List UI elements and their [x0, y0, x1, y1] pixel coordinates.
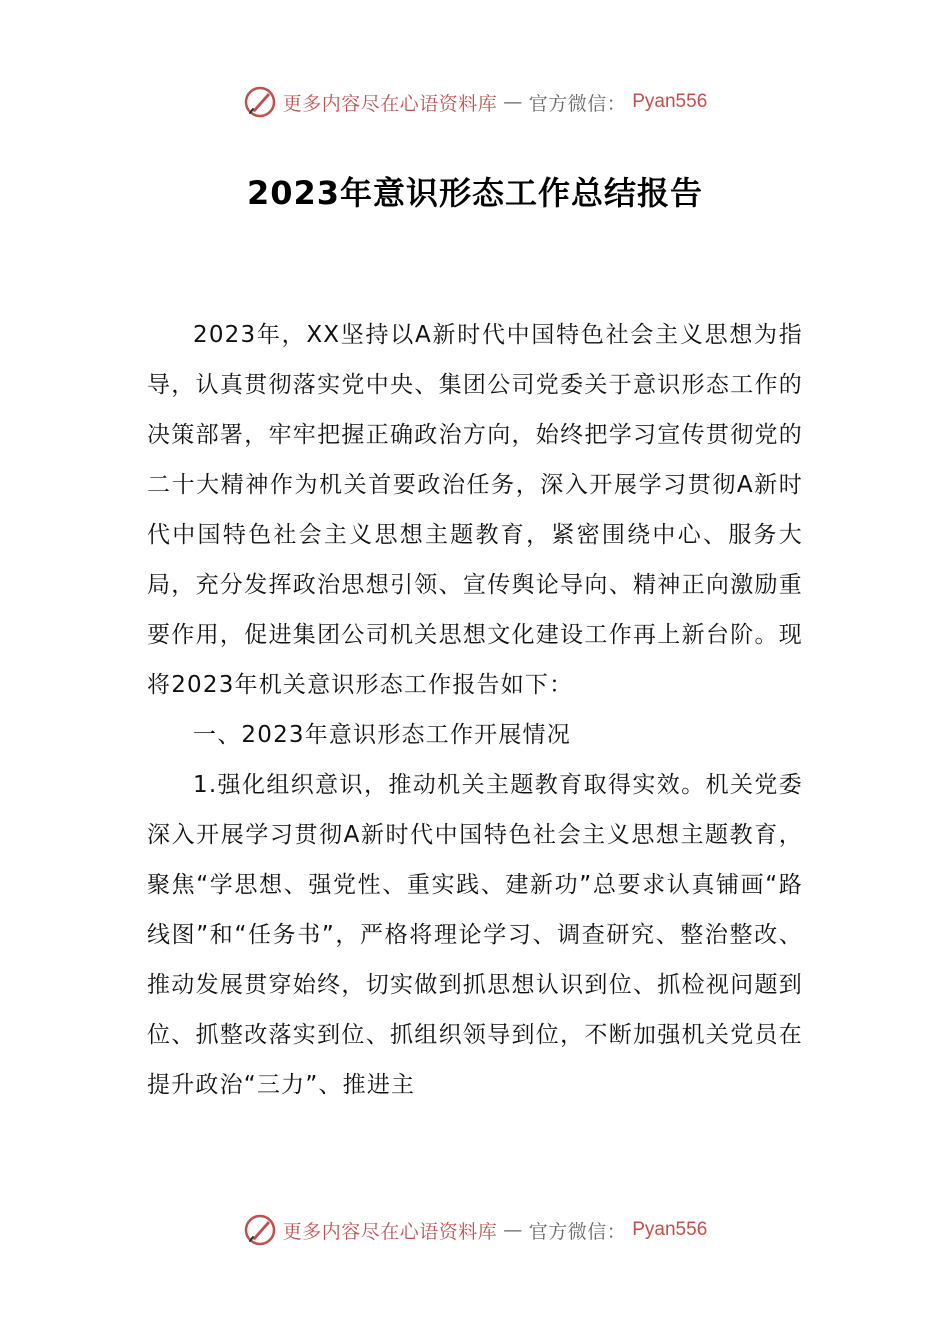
watermark-brand: 更多内容尽在心语资料库	[282, 1220, 498, 1243]
watermark-wechat-id: Pyan556	[632, 91, 708, 112]
quill-pen-icon	[243, 85, 277, 119]
document-body	[147, 310, 803, 1110]
watermark-brand: 更多内容尽在心语资料库	[282, 92, 498, 115]
header-watermark	[0, 82, 950, 122]
watermark-separator: —	[503, 91, 523, 113]
watermark-separator: —	[503, 1219, 523, 1241]
intro-paragraph: 2023年，XX坚持以A新时代中国特色社会主义思想为指导，认真贯彻落实党中央、集团公司党委关于意识形态工作的决策部署，牢牢把握正确政治方向，始终把学习宣传贯彻党的二十大精神作为机关首要政治任务，深入开展学习贯彻A新时代中国特色社会主义思想主题教育，紧密围绕中心、服务大局，充分发挥政治思想引领、宣传舆论导向、精神正向激励重要作用，促进集团公司机关思想文化建设工作再上新台阶。现将2023年机关意识形态工作报告如下：	[147, 322, 803, 698]
quill-pen-icon	[243, 1213, 277, 1247]
body-paragraph: 1.强化组织意识，推动机关主题教育取得实效。机关党委深入开展学习贯彻A新时代中国特色社会主义思想主题教育，聚焦“学思想、强党性、重实践、建新功”总要求认真铺画“路线图”和“任务书”，严格将理论学习、调查研究、整治整改、推动发展贯穿始终，切实做到抓思想认识到位、抓检视问题到位、抓整改落实到位、抓组织领导到位，不断加强机关党员在提升政治“三力”、推进主	[147, 772, 803, 1098]
section-heading: 一、2023年意识形态工作开展情况	[193, 722, 571, 748]
watermark-contact-label: 官方微信：	[528, 92, 627, 115]
watermark-contact-label: 官方微信：	[528, 1220, 627, 1243]
document-title: 2023年意识形态工作总结报告	[246, 174, 704, 212]
footer-watermark	[0, 1210, 950, 1250]
watermark-wechat-id: Pyan556	[632, 1219, 708, 1240]
